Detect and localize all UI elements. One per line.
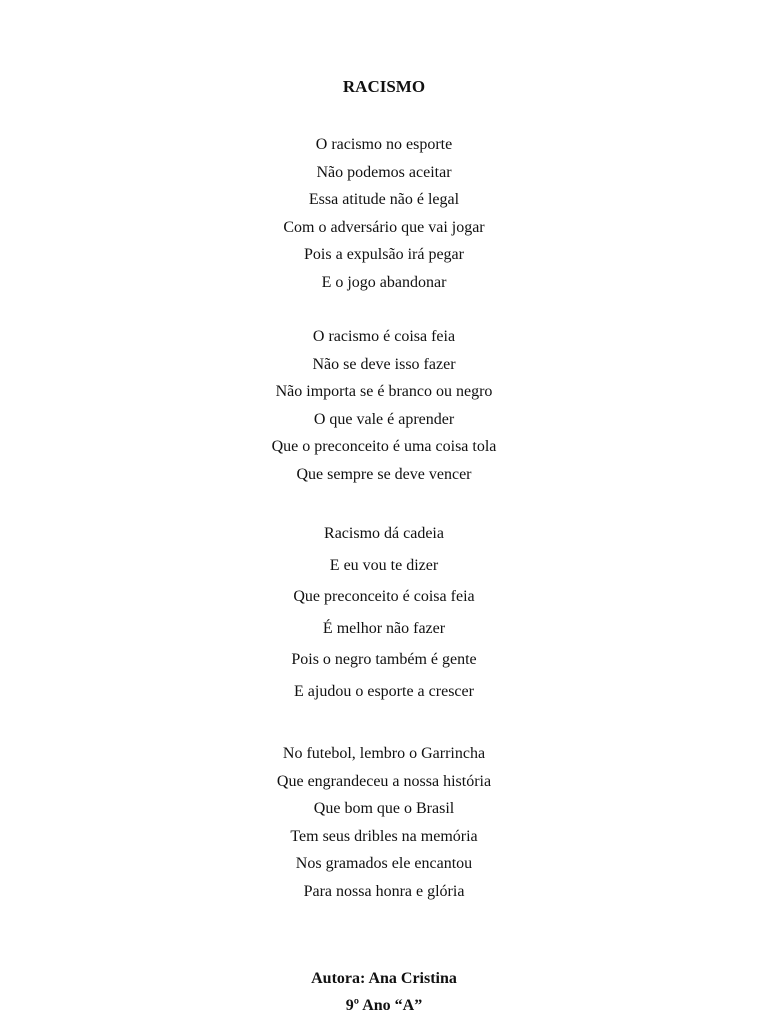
- stanza-4: [0, 740, 768, 905]
- poem-line: Que sempre se deve vencer: [296, 465, 472, 483]
- stanza-1: [0, 131, 768, 296]
- poem-line: Com o adversário que vai jogar: [283, 218, 485, 236]
- poem-line: Que engrandeceu a nossa história: [276, 772, 492, 790]
- stanza-3: [0, 518, 768, 707]
- poem-line: Não se deve isso fazer: [312, 355, 456, 373]
- poem-line: O racismo é coisa feia: [312, 328, 456, 345]
- poem-line: E o jogo abandonar: [321, 273, 447, 291]
- poem-line: E eu vou te dizer: [329, 556, 439, 574]
- poem-line: Que bom que o Brasil: [313, 800, 455, 817]
- poem-line: É melhor não fazer: [322, 619, 446, 637]
- poem-line: O que vale é aprender: [313, 410, 455, 428]
- poem-line: E ajudou o esporte a crescer: [294, 682, 474, 700]
- poem-line: Nos gramados ele encantou: [295, 855, 473, 872]
- poem-line: Tem seus dribles na memória: [290, 827, 478, 845]
- poem-line: O racismo no esporte: [315, 136, 453, 153]
- poem-line: Essa atitude não é legal: [308, 191, 460, 208]
- poem-line: Pois o negro também é gente: [291, 651, 477, 668]
- poem-title: RACISMO: [342, 77, 426, 96]
- poem-line: Para nossa honra e glória: [303, 882, 465, 900]
- poem-line: Não podemos aceitar: [316, 163, 452, 181]
- poem-line: Não importa se é branco ou negro: [275, 383, 493, 400]
- poem-line: No futebol, lembro o Garrincha: [282, 745, 486, 762]
- school-class: 9º Ano “A”: [345, 997, 423, 1014]
- author-name: Autora: Ana Cristina: [311, 970, 457, 987]
- stanza-2: [0, 323, 768, 488]
- author-block: [0, 965, 768, 1019]
- poem-line: Pois a expulsão irá pegar: [304, 246, 464, 263]
- poem-line: Que preconceito é coisa feia: [293, 588, 475, 605]
- poem-line: Racismo dá cadeia: [324, 525, 444, 542]
- poem-line: Que o preconceito é uma coisa tola: [271, 438, 497, 455]
